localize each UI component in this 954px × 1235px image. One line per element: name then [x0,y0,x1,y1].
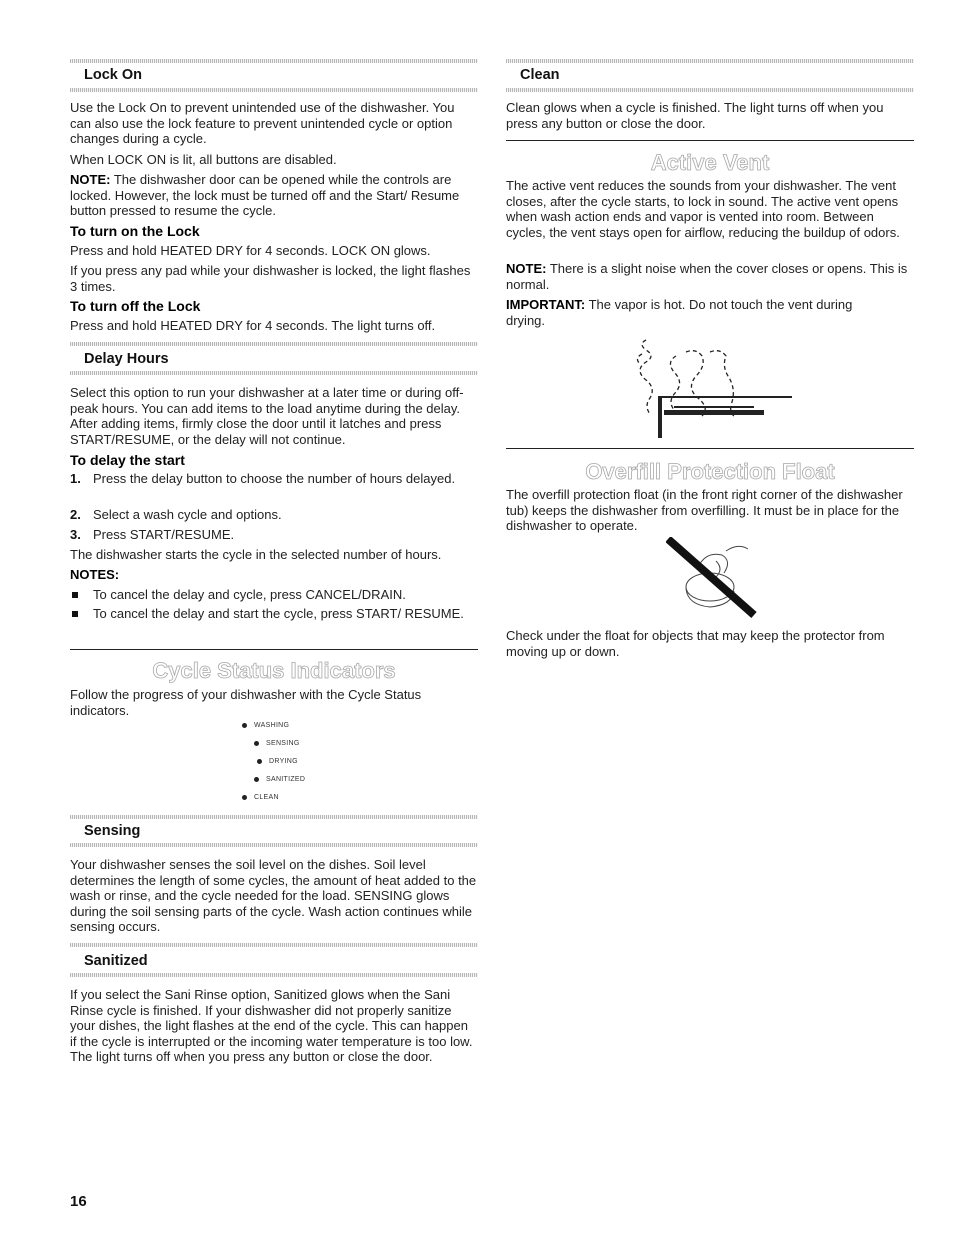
note-text: The dishwasher door can be opened while the controls are locked. However, the lock must be turned off and the Start/ Resume button pressed to resume the cycle. [70,172,460,219]
cycle-status-title: Cycle Status Indicators [152,658,396,683]
step-text: Select a wash cycle and options. [93,507,282,522]
step-number: 1. [70,471,81,486]
turn-on-lock-text: Press and hold HEATED DRY for 4 seconds. LOCK ON glows. [70,243,431,258]
overfill-check-text: Check under the float for objects that may keep the protector from moving up or down. [506,628,885,659]
clean-title: Clean [520,67,560,83]
important-label: IMPORTANT: [506,297,586,312]
section-rule [70,649,478,650]
indicator-dot-icon [257,759,262,764]
float-prohibited-illustration [666,537,761,619]
note-label: NOTE: [70,172,111,187]
step-number: 2. [70,507,81,522]
section-divider [70,371,478,375]
indicator-label: SENSING [266,740,300,747]
lock-on-note [70,172,478,219]
turn-off-lock-heading: To turn off the Lock [70,298,201,314]
section-divider [70,342,478,346]
indicator-sensing [254,740,300,747]
section-divider [70,973,478,977]
clean-text: Clean glows when a cycle is finished. The light turns off when you press any button or close the door. [506,100,884,131]
bullet-square-icon [72,611,78,617]
indicator-dot-icon [254,741,259,746]
delay-hours-title: Delay Hours [84,351,169,367]
active-vent-text: The active vent reduces the sounds from your dishwasher. The vent closes, after the cycle starts, to lock in sound. The active vent opens when wash action ends and vapor is vented into room. Between cycles, the vent stays open for airflow, reducing the buildup of odors. [506,178,900,240]
vent-steam-illustration [616,332,796,440]
indicator-label: CLEAN [254,794,279,801]
section-divider [70,815,478,819]
indicator-sanitized [254,776,305,783]
delay-start-heading: To delay the start [70,452,185,468]
step-number: 3. [70,527,81,542]
indicator-label: WASHING [254,722,290,729]
section-divider [506,59,914,63]
sensing-text: Your dishwasher senses the soil level on the dishes. Soil level determines the length of some cycles, the amount of heat added to the wash or rinse, and the cycle needed for the load. SENSING glows during the soil sensing parts of the cycle. Wash action continues while sensing occurs. [70,857,477,935]
section-divider [70,59,478,63]
sanitized-title: Sanitized [84,953,148,969]
active-vent-note [506,261,914,292]
notes-label: NOTES: [70,567,120,582]
indicator-label: SANITIZED [266,776,306,783]
overfill-title: Overfill Protection Float [585,459,835,484]
section-divider [506,88,914,92]
delay-hours-intro: Select this option to run your dishwasher at a later time or during off-peak hours. You can add items to the load anytime during the delay. After adding items, firmly close the door until it latches and press START/RESUME, or the delay will not continue. [70,385,464,447]
step-text: Press the delay button to choose the number of hours delayed. [93,471,456,486]
page-number: 16 [70,1193,87,1210]
lock-on-disabled-text: When LOCK ON is lit, all buttons are disabled. [70,152,337,167]
step-text: Press START/RESUME. [93,527,235,542]
active-vent-important [506,297,854,328]
lock-on-intro: Use the Lock On to prevent unintended use of the dishwasher. You can also use the lock feature to prevent unintended cycle or option changes during a cycle. [70,100,455,147]
bullet-square-icon [72,592,78,598]
indicator-dot-icon [242,795,247,800]
turn-on-lock-heading: To turn on the Lock [70,223,200,239]
section-rule [506,448,914,449]
active-vent-title: Active Vent [650,150,770,175]
turn-off-lock-text: Press and hold HEATED DRY for 4 seconds. The light turns off. [70,318,436,333]
section-rule [506,140,914,141]
indicator-dot-icon [242,723,247,728]
sensing-title: Sensing [84,823,141,839]
note-label: NOTE: [506,261,547,276]
overfill-text: The overfill protection float (in the front right corner of the dishwasher tub) keeps the dishwasher from overfilling. It must be in place for the dishwasher to operate. [506,487,903,534]
section-divider [70,943,478,947]
sanitized-text: If you select the Sani Rinse option, Sanitized glows when the Sani Rinse cycle is finished. If your dishwasher did not properly sanitize your dishes, the light flashes at the end of the cycle. This can happen if the cycle is interrupted or the incoming water temperature is too low. The light turns off when you press any button or close the door. [70,987,473,1065]
important-text: The vapor is hot. Do not touch the vent during drying. [506,297,853,328]
note-text: To cancel the delay and start the cycle, press START/ RESUME. [93,606,464,621]
lock-on-title: Lock On [84,67,143,83]
lock-flash-text: If you press any pad while your dishwasher is locked, the light flashes 3 times. [70,263,471,294]
section-divider [70,88,478,92]
cycle-status-intro: Follow the progress of your dishwasher with the Cycle Status indicators. [70,687,422,718]
indicator-drying [257,758,298,765]
section-divider [70,843,478,847]
indicator-dot-icon [254,777,259,782]
indicator-clean [242,794,279,801]
note-text: To cancel the delay and cycle, press CANCEL/DRAIN. [93,587,406,602]
indicator-washing [242,722,289,729]
indicator-label: DRYING [269,758,298,765]
delay-result-text: The dishwasher starts the cycle in the selected number of hours. [70,547,442,562]
note-text: There is a slight noise when the cover closes or opens. This is normal. [506,261,908,292]
